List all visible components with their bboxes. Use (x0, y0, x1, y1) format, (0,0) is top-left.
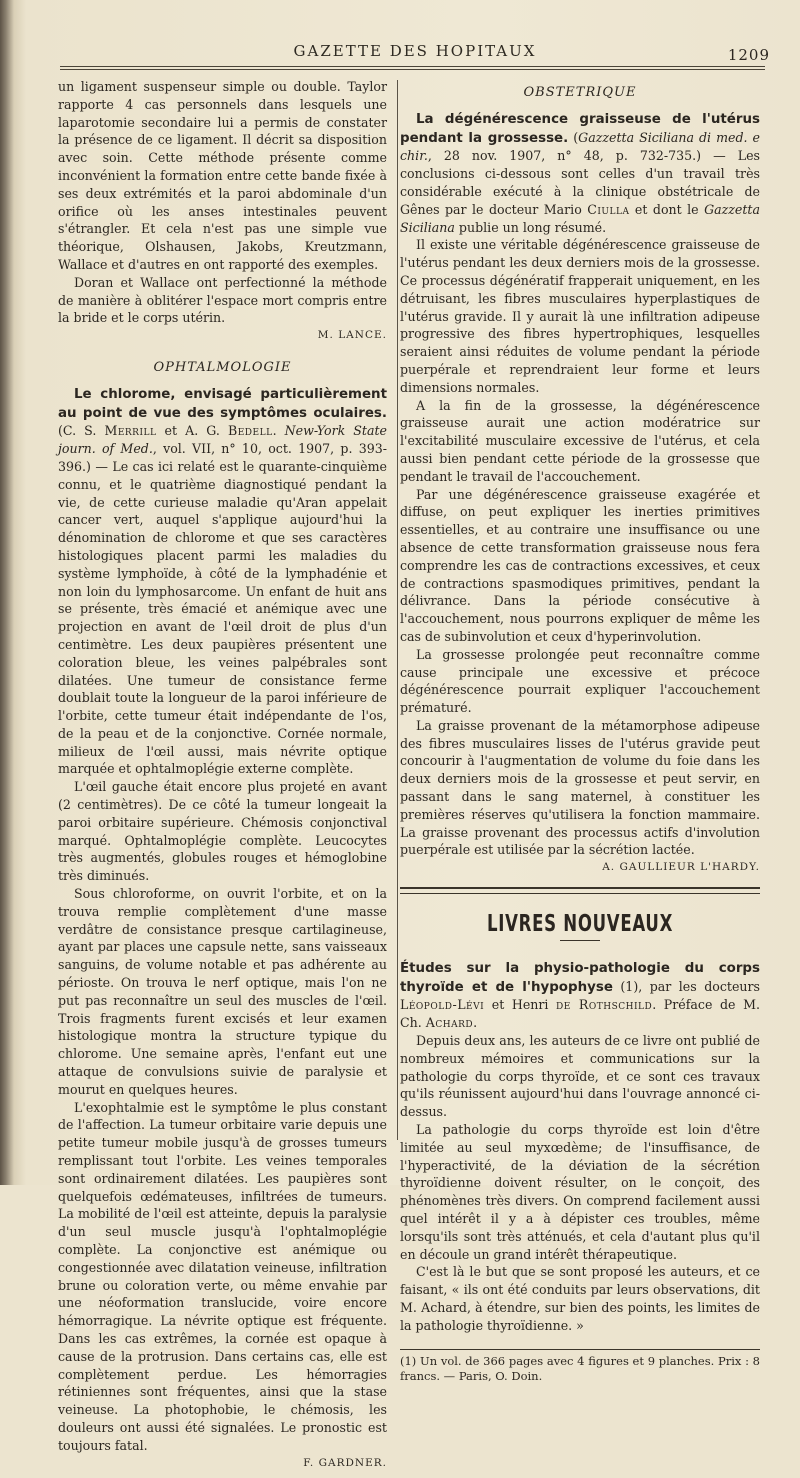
footnote-rule (400, 1349, 760, 1350)
paragraph: Sous chloroforme, on ouvrit l'orbite, et on la trouva remplie complètement d'une masse verdâtre de consistance presque cartilagineuse, ayant par places une capsule nette, sans vaisseaux sanguins, de volume notable et pas adhérente au périoste. On trouva le nerf optique, mais l'on ne put pas reconnaître un seul des muscles de l'œil. Trois fragments furent excisés et leur examen histologique montra la structure typique du chlorome. Une semaine après, l'enfant eut une attaque de convulsions suivie de paralysie et mourut en quelques heures. (58, 886, 387, 1097)
author-signature: F. GARDNER. (303, 1456, 387, 1469)
paragraph: L'œil gauche était encore plus projeté en avant (2 centimètres). De ce côté la tumeur longeait la paroi orbitaire supérieure. Chémosis conjonctival marqué. Ophtalmoplégie complète. Leucocytes très augmentés, globules rouges et hémoglobine très diminués. (58, 779, 387, 884)
paragraph: Doran et Wallace ont perfectionné la méthode de manière à oblitérer l'espace mort compris entre la bride et le corps utérin. (58, 274, 387, 326)
journal-name: New-York State journ. of Med. (58, 423, 387, 457)
journal-name: Gazzetta Siciliana (400, 201, 760, 235)
section-heading-ophtalmologie: OPHTALMOLOGIE (153, 359, 292, 375)
paragraph: A la fin de la grossesse, la dégénérescence graisseuse aurait une action modératrice sur l'excitabilité musculaire excessive de l'utérus, et cela aussi bien pendant cette période de la grossesse que pendant le travail de l'accouchement. (400, 397, 760, 484)
page-header (60, 36, 770, 66)
paragraph: La grossesse prolongée peut reconnaître comme cause principale une excessive et précoce dégénérescence pourrait expliquer l'accouchement prématuré. (400, 646, 760, 716)
author-name: Achard (425, 1015, 474, 1031)
journal-name: Gazzetta Siciliana di med. e chir. (400, 129, 761, 164)
author-name: Merrill (104, 423, 157, 439)
author-signature: A. GAULLIEUR L'HARDY. (602, 861, 760, 874)
header-rule (60, 66, 765, 67)
book-entry: Études sur la physio-pathologie du corps thyroïde et de l'hypophyse (1), par les docteurs Léopold-Lévi et Henri de Rothschild. Préface de M. Ch. Achard. (400, 960, 760, 1031)
running-head: GAZETTE DES HOPITAUX (293, 42, 537, 60)
paragraph: C'est là le but que se sont proposé les auteurs, et ce faisant, « ils ont été conduits par leurs observations, dit M. Achard, à étendre, sur bien des points, les limites de la pathologie thyroïdienne. » (400, 1264, 760, 1333)
paragraph: La graisse provenant de la métamorphose adipeuse des fibres musculaires lisses de l'utérus gravide peut concourir à l'augmentation de volume du foie dans les deux derniers mois de la grossesse et peut servir, en passant dans le sang maternel, à constituer les premières réserves qu'utilisera la fonction mammaire. La graisse provenant des processus actifs d'involution puerpérale est utilisée par la sécrétion lactée. (400, 717, 760, 858)
short-rule (560, 940, 600, 941)
left-column (58, 78, 387, 1478)
article-intro: La dégénérescence graisseuse de l'utérus pendant la grossesse. (Gazzetta Siciliana di med. e chir., 28 nov. 1907, n° 48, p. 732-735.) — Les conclusions ci-dessous sont celles d'un travail très considérable exécuté à la clinique obstétricale de Gênes par le docteur Mario Ciulla et dont le Gazzetta Siciliana publie un long résumé. (400, 111, 761, 235)
author-name: Ciulla (587, 201, 630, 217)
column-divider (397, 80, 398, 1140)
footnote: (1) Un vol. de 366 pages avec 4 figures et 9 planches. Prix : 8 francs. — Paris, O. Doin. (400, 1353, 760, 1383)
paragraph: Il existe une véritable dégénérescence graisseuse de l'utérus pendant les deux derniers mois de la grossesse. Ce processus dégénératif frapperait uniquement, en les détruisant, les fibres musculaires hyperplastiques de l'utérus gravide. Il y aurait là une infiltration adipeuse progressive des fibres hypertrophiques, lesquelles seraient ainsi réduites de volume pendant la période puerpérale et reprendraient leur forme et leurs dimensions normales. (400, 237, 760, 395)
paragraph: L'exophtalmie est le symptôme le plus constant de l'affection. La tumeur orbitaire varie depuis une petite tumeur mobile jusqu'à de grosses tumeurs remplissant tout l'orbite. Les veines temporales sont ordinairement dilatées. Les paupières sont quelquefois œdémateuses, infiltrées de tumeurs. La mobilité de l'œil est atteinte, depuis la paralysie d'un seul muscle jusqu'à l'ophtalmoplégie complète. La conjonctive est anémique ou congestionnée avec dilatation veineuse, infiltration brune ou coloration verte, ou même envahie par une néoformation translucide, voire encore hémorragique. La névrite optique est fréquente. Dans les cas extrêmes, la cornée est opaque à cause de la protrusion. Dans certains cas, elle est complètement perdue. Les hémorragies rétiniennes sont fréquentes, ainsi que la stase veineuse. La photophobie, le chémosis, les douleurs ont aussi été signalées. Le pronostic est toujours fatal. (58, 1099, 387, 1453)
author-signature: M. LANCE. (317, 329, 387, 342)
book-title: Études sur la physio-pathologie du corps thyroïde et de l'hypophyse (400, 960, 760, 995)
article-title: La dégénérescence graisseuse de l'utérus pendant la grossesse. (400, 111, 760, 146)
paragraph: Depuis deux ans, les auteurs de ce livre ont publié de nombreux mémoires et communications sur la pathologie du corps thyroïde, et ce sont ces travaux qu'ils réunissent aujourd'hui dans l'ouvrage annoncé ci-dessus. (400, 1033, 760, 1120)
section-divider (400, 887, 760, 894)
author-name: de Rothschild (556, 997, 653, 1013)
paragraph: La pathologie du corps thyroïde est loin d'être limitée au seul myxœdème; de l'insuffisance, de l'hyperactivité, de la déviation de la sécrétion thyroïdienne doivent résulter, on le conçoit, des phénomènes très divers. On comprend facilement aussi quel intérêt il y a à dépister ces troubles, même lorsqu'ils sont très atténués, et cela d'autant plus qu'il en découle un grand intérêt thérapeutique. (400, 1122, 760, 1262)
page-number: 1209 (727, 46, 770, 64)
section-heading-obstetrique: OBSTETRIQUE (523, 85, 637, 100)
author-name: Bedell (227, 423, 273, 439)
paragraph: Par une dégénérescence graisseuse exagérée et diffuse, on peut expliquer les inerties primitives essentielles, et au contraire une insuffisance ou une absence de cette transformation graisseuse nous fera comprendre les cas de contractions excessives, et ceux de contractions spasmodiques primitives, pendant la délivrance. Dans la période consécutive à l'accouchement, nous pourrons expliquer de même les cas de subinvolution et ceux d'hyperinvolution. (400, 486, 760, 644)
paragraph: un ligament suspenseur simple ou double. Taylor rapporte 4 cas personnels dans lesquels une laparotomie secondaire lui a permis de constater la présence de ce ligament. Il décrit sa disposition avec soin. Cette méthode présente comme inconvénient la formation entre cette bande fixée à ses deux extrémités et la paroi abdominale d'un orifice où les anses intestinales peuvent s'étrangler. Et cela n'est pas une simple vue théorique, Olshausen, Jakobs, Kreutzmann, Wallace et d'autres en ont rapporté des exemples. (58, 79, 387, 272)
header-rule-secondary (60, 69, 765, 70)
author-name: Léopold-Lévi (400, 997, 485, 1013)
right-column (400, 84, 760, 1384)
article-intro: Le chlorome, envisagé particulièrement au point de vue des symptômes oculaires. (C. S. Merrill et A. G. Bedell. New-York State journ. of Med., vol. VII, n° 10, oct. 1907, p. 393-396.) — Le cas ici relaté est le quarante-cinquième connu, et le quatrième diagnostiqué pendant la vie, de cette curieuse maladie qu'Aran appelait cancer vert, auquel s'applique aujourd'hui la dénomination de chlorome et que ses caractères histologiques placent parmi les maladies du système lymphoïde, à côté de la lymphadénie et non loin du lymphosarcome. Un enfant de huit ans se présente, très émacié et anémique avec une projection en avant de l'œil droit de plus d'un centimètre. Les deux paupières présentent une coloration bleue, les veines palpébrales sont dilatées. Une tumeur de consistance ferme doublait toute la longueur de la paroi inférieure de l'orbite, cette tumeur était indépendante de l'os, de la peau et de la conjonctive. Cornée normale, milieux de l'œil aussi, mais névrite optique marquée et ophtalmoplégie externe complète. (58, 386, 387, 777)
livres-nouveaux-heading: LIVRES NOUVEAUX (486, 911, 674, 938)
article-title: Le chlorome, envisagé particulièrement au point de vue des symptômes oculaires. (58, 386, 387, 421)
